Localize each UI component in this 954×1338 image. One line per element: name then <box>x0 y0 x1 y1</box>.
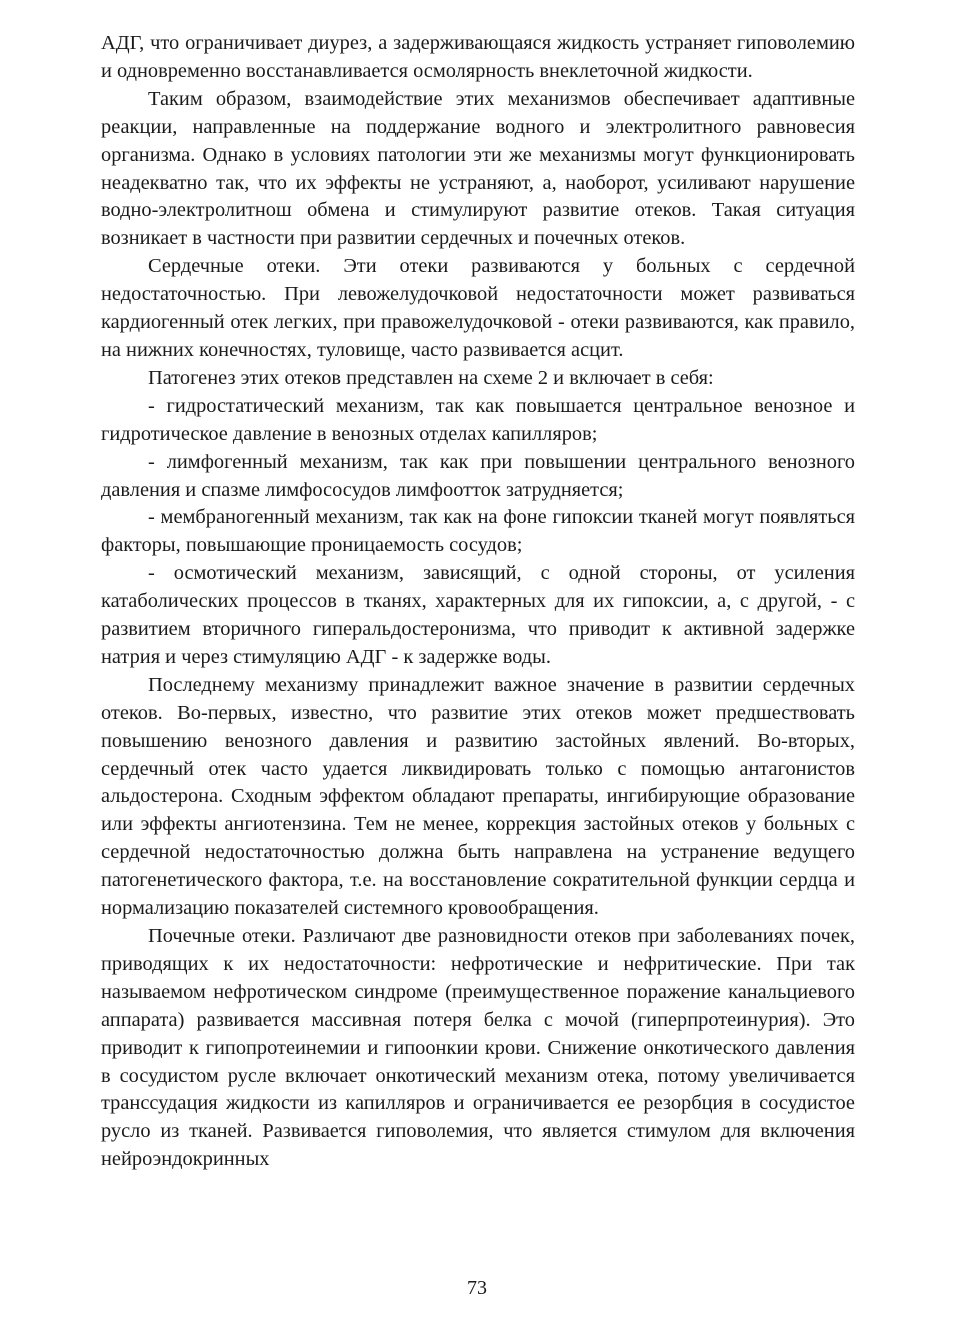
page-body <box>101 30 855 1174</box>
paragraph-10: Почечные отеки. Различают две разновидности отеков при заболеваниях почек, приводящих к их недостаточности: нефротические и нефритические. При так называемом нефротическом синдроме (преимущественное поражение канальциевого аппарата) развивается массивная потеря белка с мочой (гиперпротеинурия). Это приводит к гипопротеинемии и гипоонкии крови. Снижение онкотического давления в сосудистом русле включает онкотический механизм отека, потому увеличивается транссудация жидкости из капилляров и ограничивается ее резорбция в сосудистое русло из тканей. Развивается гиповолемия, что является стимулом для включения нейроэндокринных <box>101 925 855 1171</box>
page-number: 73 <box>467 1277 487 1299</box>
list-item-membranogenic: - мембраногенный механизм, так как на фоне гипоксии тканей могут появляться факторы, повышающие проницаемость сосудов; <box>101 506 855 557</box>
paragraph-2: Таким образом, взаимодействие этих механизмов обеспечивает адаптивные реакции, направленные на поддержание водного и электролитного равновесия организма. Однако в условиях патологии эти же механизмы могут функционировать неадекватно так, что их эффекты не устраняют, а, наоборот, усиливают нарушение водно-электролитнош обмена и стимулируют развитие отеков. Такая ситуация возникает в частности при развитии сердечных и почечных отеков. <box>101 87 855 250</box>
paragraph-3: Сердечные отеки. Эти отеки развиваются у больных с сердечной недостаточностью. При левожелудочковой недостаточности может развиваться кардиогенный отек легких, при правожелудочковой - отеки развиваются, как правило, на нижних конечностях, туловище, часто развивается асцит. <box>101 255 855 361</box>
paragraph-1: АДГ, что ограничивает диурез, а задерживающаяся жидкость устраняет гиповолемию и одновременно восстанавливается осмолярность внеклеточной жидкости. <box>101 32 855 82</box>
list-item-lymphogenic: - лимфогенный механизм, так как при повышении центрального венозного давления и спазме лимфососудов лимфоотток затрудняется; <box>101 450 855 501</box>
paragraph-4: Патогенез этих отеков представлен на схеме 2 и включает в себя: <box>148 366 714 389</box>
paragraph-9: Последнему механизму принадлежит важное значение в развитии сердечных отеков. Во-первых, известно, что развитие этих отеков может предшествовать повышению венозного давления и развитию застойных явлений. Во-вторых, сердечный отек часто удается ликвидировать только с помощью антагонистов альдостерона. Сходным эффектом обладают препараты, ингибирующие образование или эффекты ангиотензина. Тем не менее, коррекция застойных отеков у больных с сердечной недостаточностью должна быть направлена на устранение ведущего патогенетического фактора, т.е. на восстановление сократительной функции сердца и нормализацию показателей системного кровообращения. <box>101 673 855 920</box>
list-item-osmotic: - осмотический механизм, зависящий, с одной стороны, от усиления катаболических процессов в тканях, характерных для их гипоксии, а, с другой, - с развитием вторичного гиперальдостеронизма, что приводит к активной задержке натрия и через стимуляцию АДГ - к задержке воды. <box>101 562 855 668</box>
list-item-hydrostatic: - гидростатический механизм, так как повышается центральное венозное и гидротическое давление в венозных отделах капилляров; <box>101 394 855 445</box>
